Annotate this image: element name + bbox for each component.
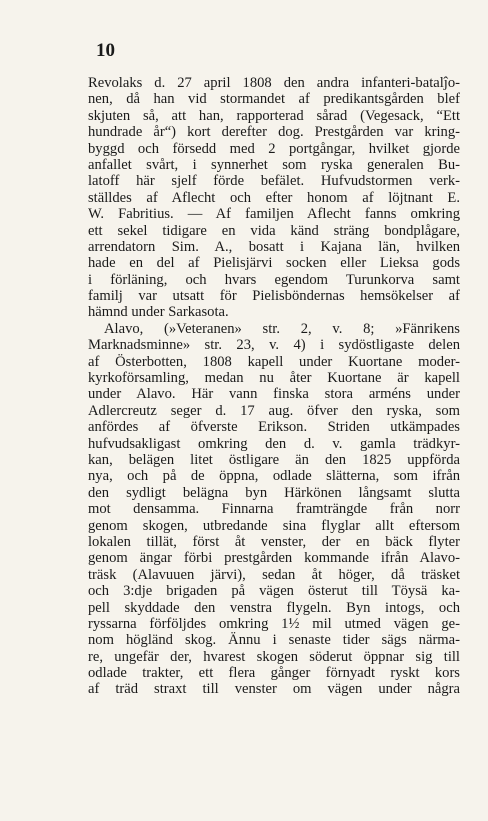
text-line: W. Fabritius. — Af familjen Aflecht fanns omkring bbox=[88, 206, 460, 223]
text-line: kan, belägen litet östligare än den 1825 uppförda bbox=[88, 451, 460, 468]
text-line: den sydligt belägna byn Härkönen långsamt slutta bbox=[88, 484, 460, 501]
text-line: Revolaks d. 27 april 1808 den andra infanteri-batalĵo- bbox=[88, 75, 460, 91]
text-line: lokalen tillät, först åt venster, der en bäck flyter bbox=[88, 533, 460, 550]
text-line: och 3:dje brigaden på vägen österut till Töysä ka- bbox=[88, 583, 460, 600]
text-line: Alavo, (»Veteranen» str. 2, v. 8; »Fänrikens bbox=[104, 320, 460, 337]
text-line: nom högländ skog. Ännu i senaste tider sägs närma- bbox=[88, 632, 460, 649]
text-line: träsk (Alavuuen järvi), sedan åt höger, då träsket bbox=[88, 566, 460, 583]
text-line: genom ängar förbi prestgården kommande ifrån Alavo- bbox=[88, 550, 460, 567]
text-line: skjuten så, att han, rapporterad sårad (Vegesack, “Ett bbox=[88, 107, 460, 124]
text-line: nen, då han vid stormandet af predikantsgården blef bbox=[88, 91, 460, 108]
body-text bbox=[88, 75, 460, 698]
text-line: ett sekel tidigare en vida känd sträng bondplågare, bbox=[88, 222, 460, 239]
text-line: mot densamma. Finnarna framträngde från norr bbox=[88, 501, 460, 518]
text-line: nya, och på de öppna, odlade slätterna, som ifrån bbox=[88, 468, 460, 485]
text-line: Marknadsminne» str. 23, v. 4) i sydöstligaste delen bbox=[88, 337, 460, 354]
text-line: af träd straxt till venster om vägen under några bbox=[88, 681, 460, 698]
text-line: arrendatorn Sim. A., bosatt i Kajana län, hvilken bbox=[88, 238, 460, 255]
text-line: hämnd under Sarkasota. bbox=[88, 304, 229, 321]
text-line: familj var utsatt för Pielisböndernas hemsökelser af bbox=[88, 288, 460, 305]
text-line: kyrkoförsamling, medan nu åter Kuortane är kapell bbox=[88, 370, 460, 387]
page-number: 10 bbox=[96, 40, 115, 61]
text-line: re, ungefär der, hvarest skogen söderut öppnar sig till bbox=[88, 648, 460, 665]
text-line: i förläning, och hvars egendom Turunkorva samt bbox=[88, 271, 460, 288]
text-line: anfallet svårt, i synnerhet som ryska generalen Bu- bbox=[88, 156, 460, 173]
text-line: latoff här sjelf förde befälet. Hufvudstormen verk- bbox=[88, 173, 460, 190]
text-line: hundrade år“) kort derefter dog. Prestgården var kring- bbox=[88, 124, 460, 141]
text-line: under Alavo. Här vann finska stora arméns under bbox=[88, 386, 460, 403]
text-line: af Österbotten, 1808 kapell under Kuortane moder- bbox=[88, 353, 460, 370]
text-line: hade en del af Pielisjärvi socken eller Lieksa gods bbox=[88, 255, 460, 272]
text-line: odlade trakter, ett flera gånger förnyadt ryskt kors bbox=[88, 665, 460, 682]
text-line: anfördes af öfverste Erikson. Striden utkämpades bbox=[88, 419, 460, 436]
text-line: pell skyddade den venstra flygeln. Byn intogs, och bbox=[88, 599, 460, 616]
text-line: Adlercreutz seger d. 17 aug. öfver den ryska, som bbox=[88, 402, 460, 419]
text-line: byggd och försedd med 2 portgångar, hvilket gjorde bbox=[88, 140, 460, 157]
text-line: ställdes af Aflecht och efter honom af löjtnant E. bbox=[88, 189, 460, 206]
text-line: genom skogen, utbredande sina flyglar allt eftersom bbox=[88, 517, 460, 534]
text-line: ryssarna förföljdes omkring 1½ mil utmed vägen ge- bbox=[88, 615, 460, 632]
text-line: hufvudsakligast omkring den d. v. gamla trädkyr- bbox=[88, 435, 460, 452]
